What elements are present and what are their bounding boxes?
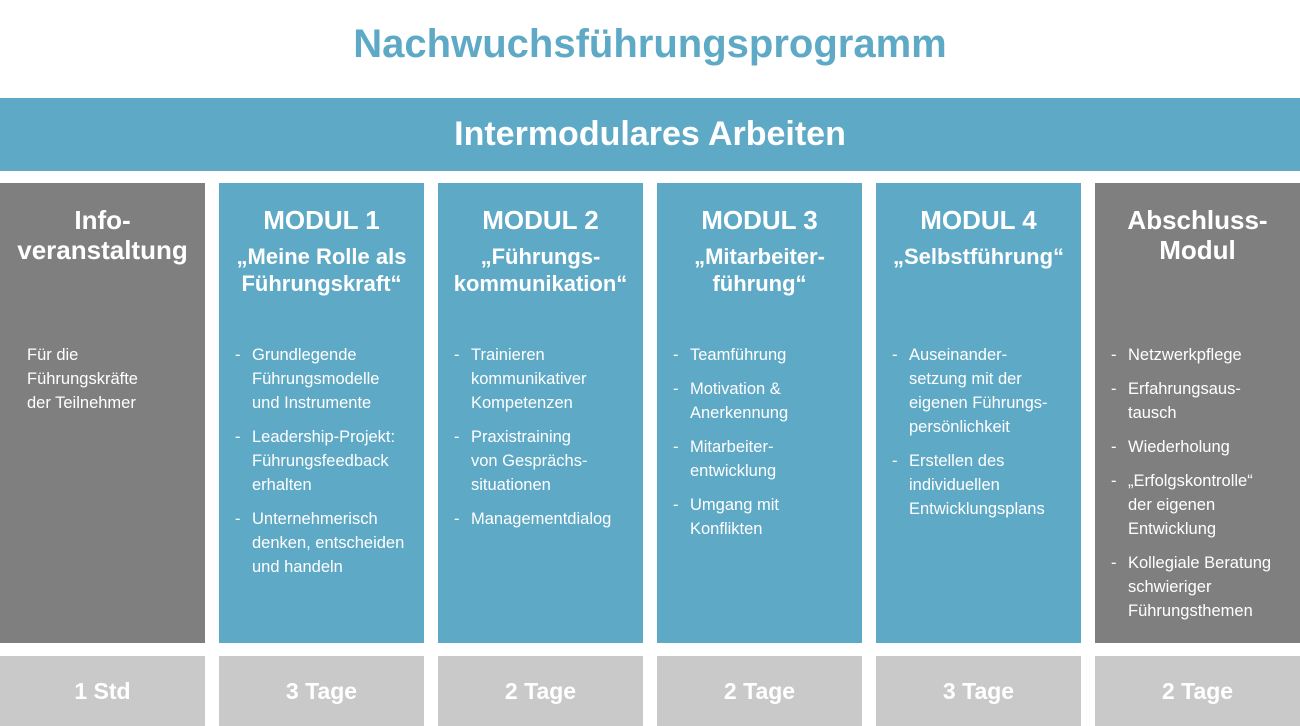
column-heading: Info- veranstaltung	[17, 205, 188, 265]
topic-list	[438, 343, 643, 531]
topic-item: - Umgang mit Konflikten	[690, 493, 860, 541]
column-subtitle: „Selbstführung“	[892, 244, 1065, 269]
topic-item: - Erfahrungsaus- tausch	[1128, 377, 1298, 425]
column-subtitle: „Führungs- kommunikation“	[453, 244, 628, 296]
topic-item: - Trainieren kommunikativer Kompetenzen	[471, 343, 641, 415]
topic-item: - Unternehmerisch denken, entscheiden und handeln	[252, 507, 422, 579]
column-module-1	[219, 183, 424, 643]
column-module-2	[438, 183, 643, 643]
column-heading: MODUL 1	[263, 205, 380, 235]
topic-list	[219, 343, 424, 579]
duration-module-2: 2 Tage	[438, 656, 643, 726]
column-module-3	[657, 183, 862, 643]
column-heading: MODUL 2	[482, 205, 599, 235]
column-heading: MODUL 3	[701, 205, 818, 235]
topic-item: - Motivation & Anerkennung	[690, 377, 860, 425]
topic-item: - Praxistraining von Gesprächs- situationen	[471, 425, 641, 497]
topic-item: - Teamführung	[690, 343, 860, 367]
topic-item: - Netzwerkpflege	[1128, 343, 1298, 367]
column-heading: Abschluss- Modul	[1127, 205, 1268, 265]
topic-item: - Managementdialog	[471, 507, 641, 531]
duration-module-4: 3 Tage	[876, 656, 1081, 726]
topic-item: - Erstellen des individuellen Entwicklungsplans	[909, 449, 1079, 521]
column-description: Für die Führungskräfte der Teilnehmer	[27, 346, 138, 412]
topic-item: - Kollegiale Beratung schwieriger Führungsthemen	[1128, 551, 1298, 623]
duration-final-module: 2 Tage	[1095, 656, 1300, 726]
column-subtitle: „Mitarbeiter- führung“	[694, 244, 825, 296]
intermodular-banner: Intermodulares Arbeiten	[0, 98, 1300, 171]
column-subtitle: „Meine Rolle als Führungskraft“	[236, 244, 407, 296]
topic-item: - Auseinander- setzung mit der eigenen Führungs- persönlichkeit	[909, 343, 1079, 439]
page-title: Nachwuchsführungsprogramm	[353, 22, 947, 66]
column-heading: MODUL 4	[920, 205, 1037, 235]
column-info-event	[0, 183, 205, 643]
topic-list	[1095, 343, 1300, 623]
duration-info-event: 1 Std	[0, 656, 205, 726]
topic-item: - Grundlegende Führungsmodelle und Instrumente	[252, 343, 422, 415]
column-final-module	[1095, 183, 1300, 643]
topic-list	[876, 343, 1081, 521]
topic-list	[657, 343, 862, 541]
duration-module-1: 3 Tage	[219, 656, 424, 726]
column-module-4	[876, 183, 1081, 643]
duration-module-3: 2 Tage	[657, 656, 862, 726]
topic-item: - „Erfolgskontrolle“ der eigenen Entwicklung	[1128, 469, 1298, 541]
topic-item: - Wiederholung	[1128, 435, 1298, 459]
topic-item: - Mitarbeiter- entwicklung	[690, 435, 860, 483]
topic-item: - Leadership-Projekt: Führungsfeedback erhalten	[252, 425, 422, 497]
